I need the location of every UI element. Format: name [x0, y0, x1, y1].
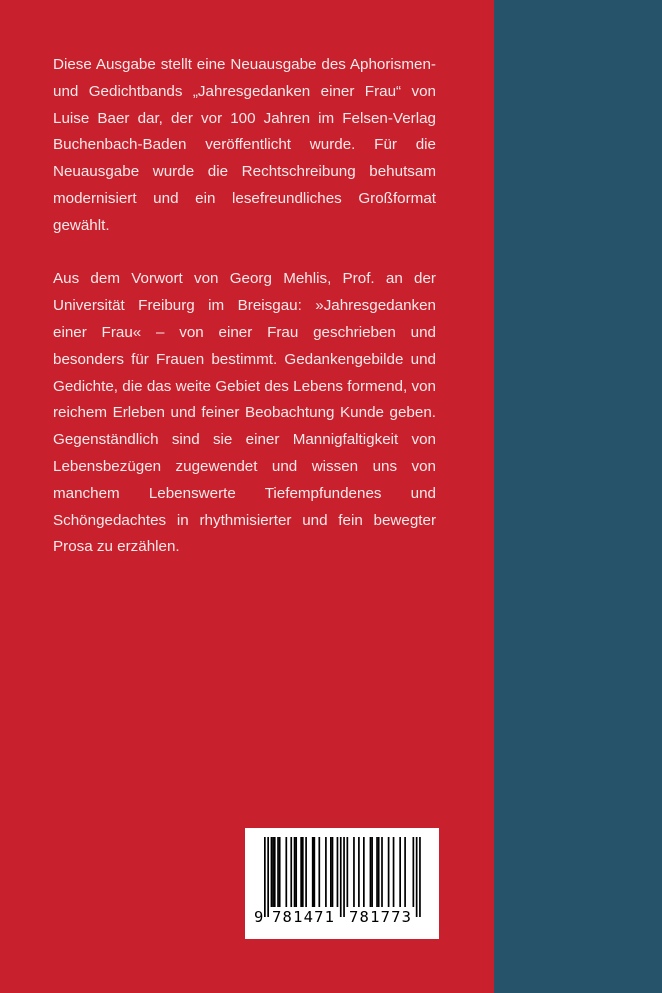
barcode-bar — [272, 837, 274, 907]
barcode-bar — [295, 837, 297, 907]
barcode-bar — [399, 837, 401, 907]
barcode-bar — [300, 837, 302, 907]
barcode-bar — [363, 837, 365, 907]
barcode-bar — [347, 837, 349, 907]
barcode-bar — [314, 837, 316, 907]
barcode-bar — [290, 837, 292, 907]
barcode-right-digits: 781773 — [349, 908, 413, 926]
barcode-guard-bar — [264, 837, 266, 917]
barcode-bar — [358, 837, 360, 907]
barcode-bar — [332, 837, 334, 907]
barcode-bar — [271, 837, 273, 907]
barcode-number — [245, 908, 439, 930]
barcode-guard-bar — [416, 837, 418, 917]
barcode-bar — [378, 837, 380, 907]
barcode-bar — [302, 837, 304, 907]
spine-strip — [494, 0, 662, 993]
barcode-guard-bar — [267, 837, 269, 917]
barcode-bar — [370, 837, 372, 907]
barcode-bar — [318, 837, 320, 907]
barcode-bar — [376, 837, 378, 907]
barcode-bar — [337, 837, 339, 907]
barcode-guard-bar — [340, 837, 342, 917]
barcode-bar — [274, 837, 276, 907]
barcode-guard-bar — [343, 837, 345, 917]
barcode-bar — [277, 837, 279, 907]
blurb-text — [53, 52, 436, 561]
barcode-bar — [413, 837, 415, 907]
barcode-bar — [325, 837, 327, 907]
barcode-bar — [279, 837, 281, 907]
barcode-bar — [381, 837, 383, 907]
isbn-barcode — [245, 828, 439, 939]
barcode-bar — [404, 837, 406, 907]
blurb-paragraph-1: Diese Ausgabe stellt eine Neuausgabe des Aphorismen- und Gedichtbands „Jahresgedanken einer Frau“ von Luise Baer dar, der vor 100 Jahren im Felsen-Verlag Buchenbach-Baden veröffentlicht wurde. Für die Neuausgabe wurde die Rechtschreibung behutsam modernisiert und ein lesefreundliches Großformat gewählt. — [53, 56, 436, 234]
barcode-bar — [393, 837, 395, 907]
barcode-first-digit: 9 — [254, 908, 264, 926]
barcode-bar — [388, 837, 390, 907]
barcode-bar — [371, 837, 373, 907]
barcode-bar — [353, 837, 355, 907]
barcode-bar — [305, 837, 307, 907]
barcode-guard-bar — [419, 837, 421, 917]
barcode-bar — [285, 837, 287, 907]
barcode-left-digits: 781471 — [272, 908, 336, 926]
blurb-paragraph-2: Aus dem Vorwort von Georg Mehlis, Prof. an der Universität Freiburg im Breisgau: »Jahresgedanken einer Frau« – von einer Frau geschrieben und besonders für Frauen bestimmt. Gedankengebilde und Gedichte, die das weite Gebiet des Lebens formend, von reichem Erleben und feiner Beobachtung Kunde geben. Gegenständlich sind sie einer Mannigfaltigkeit von Lebensbezügen zugewendet und wissen uns von manchem Lebenswerte Tiefempfundenes und Schöngedachtes in rhythmisierter und fein bewegter Prosa zu erzählen. — [53, 270, 436, 556]
barcode-bar — [330, 837, 332, 907]
barcode-bar — [312, 837, 314, 907]
barcode-bar — [294, 837, 296, 907]
